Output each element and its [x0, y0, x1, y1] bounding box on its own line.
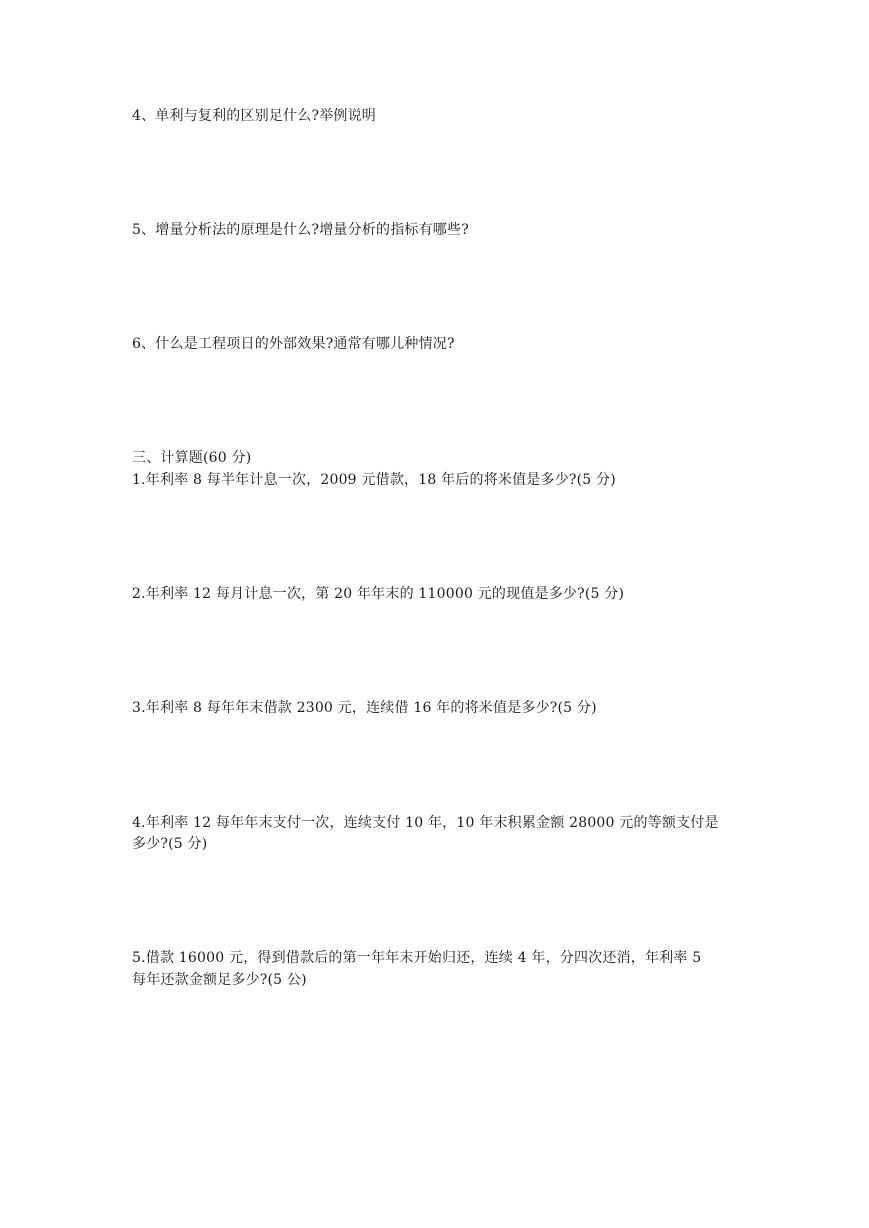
- question-6-short-answer: 6、什么是工程项日的外部效果?通常有哪儿种情况?: [132, 336, 455, 352]
- section-heading-calculation: 三、计算题(60 分): [132, 450, 252, 466]
- calc-question-1: 1.年利率 8 每半年计息一次，2009 元借款，18 年后的将米值是多少?(5 分): [132, 472, 616, 488]
- question-5-short-answer: 5、增量分析法的原理是什么?增量分析的指标有哪些?: [132, 222, 469, 238]
- calc-question-3: 3.年利率 8 每年年末借款 2300 元，连续借 16 年的将米值是多少?(5 分): [132, 700, 597, 716]
- calc-question-4-line-1: 4.年利率 12 每年年末支付一次，连续支付 10 年，10 年末积累金额 28000 元的等额支付是: [132, 815, 719, 831]
- calc-question-5-line-1: 5.借款 16000 元，得到借款后的第一年年末开始归还，连续 4 年，分四次还消，年利率 5: [132, 950, 702, 966]
- calc-question-4-line-2: 多少?(5 分): [132, 836, 208, 852]
- calc-question-2: 2.年利率 12 每月计息一次，第 20 年年末的 110000 元的现值是多少?(5 分): [132, 586, 625, 602]
- calc-question-5-line-2: 每年还款金额足多少?(5 公): [132, 972, 307, 988]
- question-4-short-answer: 4、单利与复利的区别足什么?举例说明: [132, 108, 377, 124]
